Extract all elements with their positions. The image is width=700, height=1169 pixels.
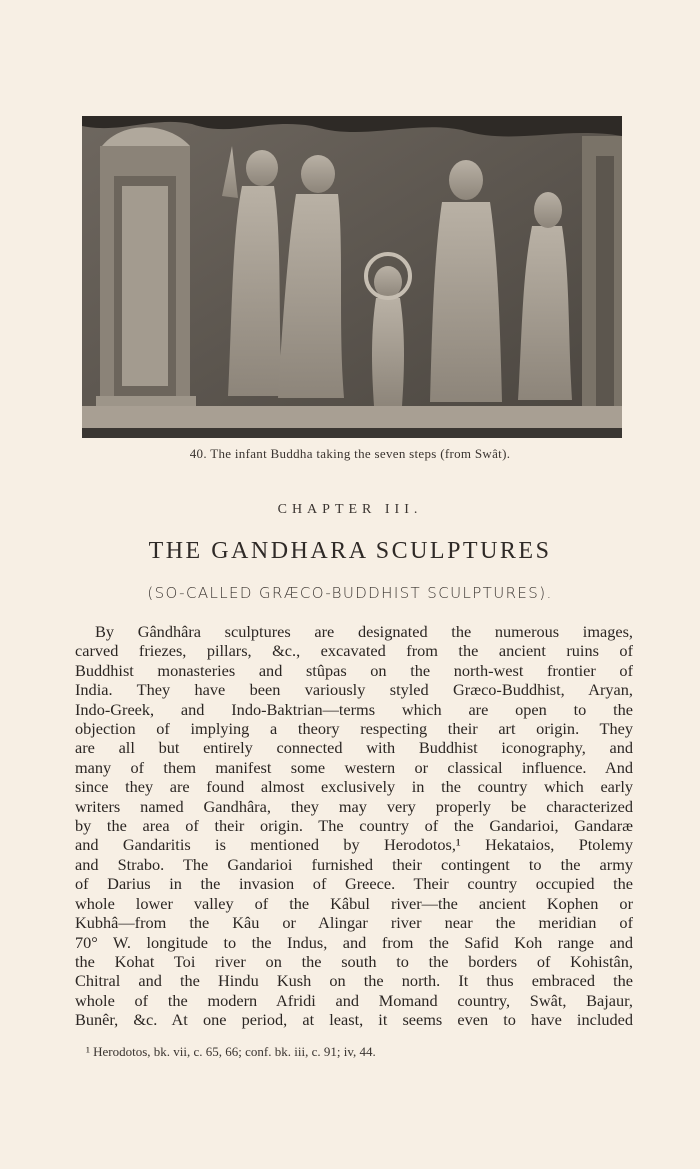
chapter-label: CHAPTER III. — [277, 502, 423, 517]
text-line: Chitral and the Hindu Kush on the north. It thus embraced the — [75, 971, 633, 991]
relief-image — [82, 116, 622, 438]
footnote: ¹ Herodotos, bk. vii, c. 65, 66; conf. bk. iii, c. 91; iv, 44. — [86, 1044, 376, 1059]
text-line: Kubhâ—from the Kâu or Alingar river near the meridian of — [75, 913, 633, 933]
text-line: India. They have been variously styled Græco-Buddhist, Aryan, — [75, 680, 633, 700]
text-line: carved friezes, pillars, &c., excavated from the ancient ruins of — [75, 641, 633, 661]
text-line: Bunêr, &c. At one period, at least, it seems even to have included — [75, 1010, 633, 1030]
text-line: 70° W. longitude to the Indus, and from the Safid Koh range and — [75, 932, 633, 952]
text-line: By Gândhâra sculptures are designated the numerous images, — [95, 622, 633, 641]
text-line: Indo-Greek, and Indo-Baktrian—terms which are open to the — [75, 699, 633, 719]
text-line: whole of the modern Afridi and Momand country, Swât, Bajaur, — [75, 990, 633, 1010]
text-line: and Gandaritis is mentioned by Herodotos,¹ Hekataios, Ptolemy — [75, 835, 633, 855]
text-line: are all but entirely connected with Buddhist iconography, and — [75, 738, 633, 758]
text-line: Buddhist monasteries and stûpas on the north-west frontier of — [75, 660, 633, 680]
text-line: objection of implying a theory respecting their art origin. They — [75, 719, 633, 739]
text-line: the Kohat Toi river on the south to the borders of Kohistân, — [75, 951, 633, 971]
text-line: and Strabo. The Gandarioi furnished their contingent to the army — [75, 854, 633, 874]
text-line: of Darius in the invasion of Greece. Their country occupied the — [75, 874, 633, 894]
chapter-title: THE GANDHARA SCULPTURES — [148, 538, 552, 564]
text-line: since they are found almost exclusively in the country which early — [75, 777, 633, 797]
figure-caption: 40. The infant Buddha taking the seven steps (from Swât). — [189, 446, 511, 461]
text-line: writers named Gandhâra, they may very properly be characterized — [75, 796, 633, 816]
relief-photograph — [82, 116, 622, 438]
text-line: many of them manifest some western or classical influence. And — [75, 757, 633, 777]
body-paragraph — [75, 622, 633, 1030]
text-line: by the area of their origin. The country of the Gandarioi, Gandaræ — [75, 816, 633, 836]
text-line: whole lower valley of the Kâbul river—the ancient Kophen or — [75, 893, 633, 913]
chapter-subtitle: (SO-CALLED GRÆCO-BUDDHIST SCULPTURES). — [147, 584, 553, 602]
